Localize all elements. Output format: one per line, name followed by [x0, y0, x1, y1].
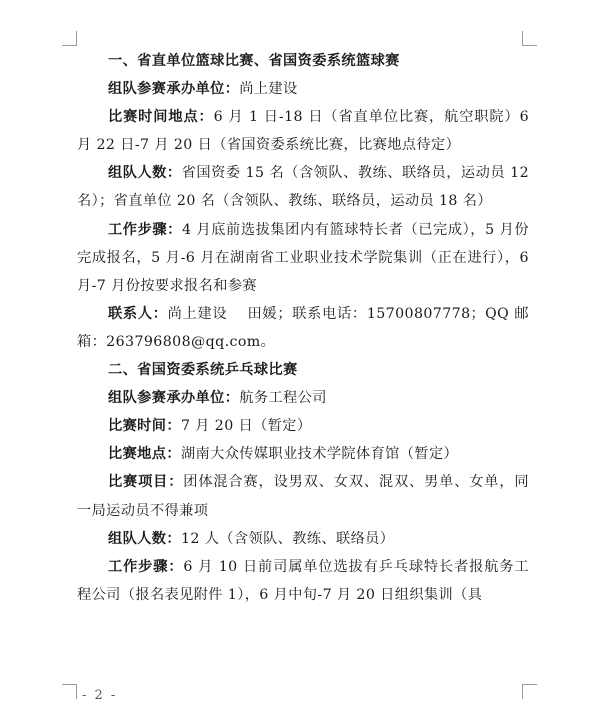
paragraph	[77, 216, 529, 300]
item-label: 比赛地点：	[108, 446, 181, 463]
item-text: 航务工程公司	[239, 390, 327, 407]
item-label: 比赛时间：	[108, 418, 181, 435]
paragraph	[77, 75, 529, 103]
item-text: 4 月底前选拔集团内有篮球特长者（已完成），5 月份完成报名，5 月-6 月在湖南省工业职业技术学院集训（正在进行），6 月-7 月份按要求报名和参赛	[77, 221, 529, 294]
item-text: 湖南大众传媒职业技术学院体育馆（暂定）	[180, 446, 459, 463]
paragraph	[77, 553, 529, 609]
document-body	[77, 47, 529, 609]
item-label: 联系人：	[108, 305, 168, 322]
paragraph	[77, 300, 529, 356]
item-text: 团体混合赛，设男双、女双、混双、男单、女单，同一局运动员不得兼项	[77, 474, 529, 519]
paragraph	[77, 384, 529, 412]
item-label: 工作步骤：	[108, 558, 184, 575]
paragraph	[77, 525, 529, 553]
paragraph	[77, 103, 529, 159]
item-text: 省国资委 15 名（含领队、教练、联络员，运动员 12 名）；省直单位 20 名（含领队、教练、联络员，运动员 18 名）	[77, 165, 529, 210]
item-label: 比赛时间地点：	[108, 109, 214, 126]
item-label: 组队人数：	[108, 530, 181, 547]
item-text: 6 月 1 日-18 日（省直单位比赛，航空职院）6 月 22 日-7 月 20 日（省国资委系统比赛，比赛地点待定）	[77, 109, 529, 154]
corner-mark-top-left	[62, 31, 77, 46]
item-label: 比赛项目：	[108, 474, 184, 491]
item-text: 12 人（含领队、教练、联络员）	[180, 530, 395, 547]
item-text: 尚上建设 田媛；联系电话：15700807778；QQ 邮箱：263796808@qq.com。	[77, 305, 529, 350]
paragraph	[77, 159, 529, 215]
item-text: 尚上建设	[239, 81, 298, 98]
paragraph	[77, 468, 529, 524]
item-text: 6 月 10 日前司属单位选拔有乒乓球特长者报航务工程公司（报名表见附件 1），6 月中旬-7 月 20 日组织集训（具	[77, 558, 529, 603]
section-heading: 二、省国资委系统乒乓球比赛	[108, 362, 298, 379]
item-text: 7 月 20 日（暂定）	[180, 418, 312, 435]
paragraph	[77, 412, 529, 440]
item-label: 工作步骤：	[108, 221, 182, 238]
item-label: 组队参赛承办单位：	[108, 390, 240, 407]
corner-mark-bottom-left	[62, 684, 77, 699]
item-label: 组队参赛承办单位：	[108, 81, 240, 98]
page-number: - 2 -	[82, 688, 118, 703]
item-label: 组队人数：	[108, 165, 182, 182]
paragraph	[77, 440, 529, 468]
corner-mark-top-right	[522, 31, 537, 46]
corner-mark-bottom-right	[522, 684, 537, 699]
section-heading: 一、省直单位篮球比赛、省国资委系统篮球赛	[108, 53, 400, 69]
